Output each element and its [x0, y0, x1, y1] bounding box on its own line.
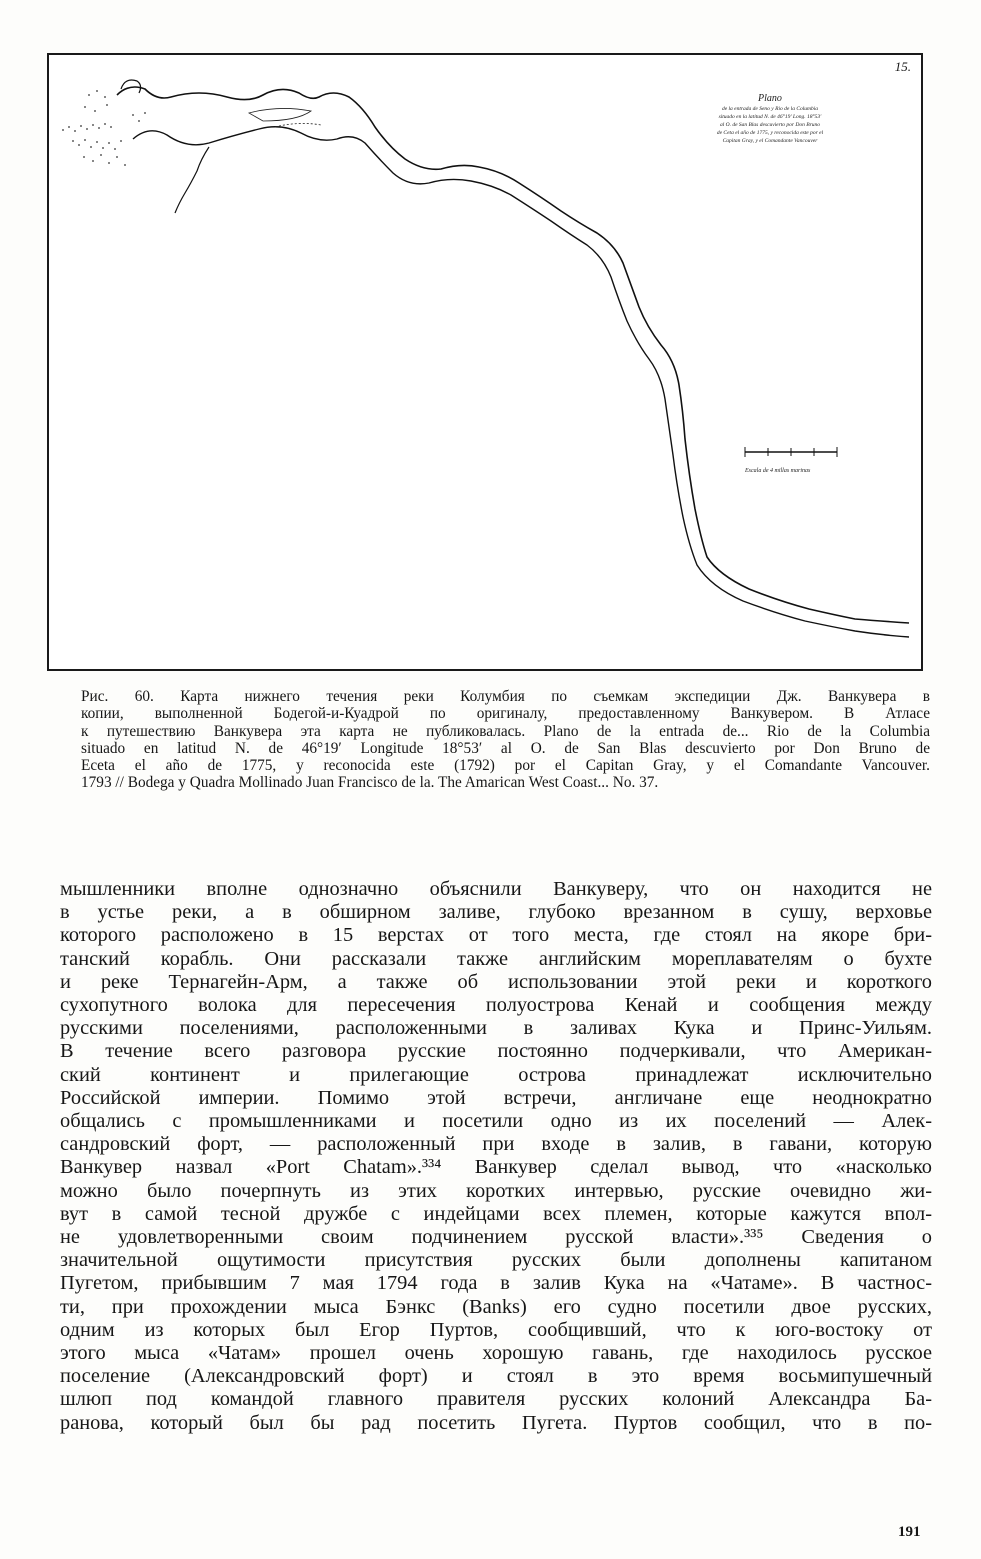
body-line: вут в самой тесной дружбе с индейцами всех племен, которые кажутся впол- [60, 1202, 932, 1225]
body-line: и реке Тернагейн-Арм, а также об использовании этой реки и короткого [60, 970, 932, 993]
body-line: этого мыса «Чатам» прошел очень хорошую гавань, где находилось русское [60, 1342, 932, 1365]
columbia-river-map [49, 55, 921, 669]
tributary [175, 147, 209, 213]
body-line: ранова, который был бы рад посетить Пугета. Пуртов сообщил, что в по- [60, 1411, 932, 1434]
body-line: русскими поселениями, расположенными в заливах Кука и Принс-Уильям. [60, 1017, 932, 1040]
body-line: общались с промышленниками и посетили одно из их поселений — Алек- [60, 1110, 932, 1133]
map-title-line: de la entrada de Seno y Rio de la Columbia [721, 106, 819, 112]
body-line: Российской империи. Помимо этой встречи, англичане еще неоднократно [60, 1086, 932, 1109]
body-line: которого расположено в 15 верстах от того места, где стоял на якоре бри- [60, 924, 932, 947]
figure-caption [81, 688, 930, 792]
body-line: шлюп под командой главного правителя русских колоний Александра Ба- [60, 1388, 932, 1411]
body-line: танский корабль. Они рассказали также английским мореплавателям о бухте [60, 947, 932, 970]
map-figure [47, 53, 923, 671]
body-line: можно было почерпнуть из этих коротких интервью, русские очевидно жи- [60, 1179, 932, 1202]
caption-line: Рис. 60. Карта нижнего течения реки Колумбия по съемкам экспедиции Дж. Ванкувера в [81, 688, 930, 705]
map-title-cartouche [695, 95, 845, 145]
map-title-heading: Plano [758, 93, 782, 104]
body-line: одним из которых был Егор Пуртов, сообщивший, что к юго-востоку от [60, 1318, 932, 1341]
scale-label: Escala de 4 millas marinas [745, 468, 811, 474]
body-line: сухопутного волока для пересечения полуострова Кенай и сообщения между [60, 994, 932, 1017]
map-title-line: Capitan Gray, y el Comandante Vancouver [722, 138, 818, 144]
body-line: сандровский форт, — расположенный при входе в залив, в гавани, которую [60, 1133, 932, 1156]
body-line: ти, при прохождении мыса Бэнкс (Banks) его судно посетили двое русских, [60, 1295, 932, 1318]
body-line: не удовлетворенными своим подчинением русской власти».³³⁵ Сведения о [60, 1226, 932, 1249]
north-shoreline [117, 87, 909, 623]
caption-line: Eceta el año de 1775, y reconocida este (1792) por el Capitan Gray, y el Comandante Vancouver. [81, 757, 930, 775]
body-line: в устье реки, а в обширном заливе, глубоко врезанном в сушу, верховье [60, 901, 932, 924]
body-line: мышленники вполне однозначно объяснили Ванкуверу, что он находится не [60, 878, 932, 900]
caption-line: situado en latitud N. de 46°19′ Longitude 18°53′ al O. de San Blas descuvierto por Don Bruno de [81, 739, 930, 757]
page-number: 191 [898, 1524, 921, 1540]
body-line: Ванкувер назвал «Port Chatam».³³⁴ Ванкувер сделал вывод, что «насколько [60, 1156, 932, 1179]
caption-line: 1793 // Bodega y Quadra Mollinado Juan Francisco de la. The Amarican West Coast... No. 37. [81, 774, 659, 792]
map-title-line: situado en la latitud N. de 46°19′ Long. 18°53′ [718, 114, 822, 120]
body-line: В течение всего разговора русские постоянно подчеркивали, что Американ- [60, 1040, 932, 1063]
scale-bar [745, 447, 837, 457]
body-line: Пугетом, прибывшим 7 мая 1794 года в залив Кука на «Чатаме». В частнос- [60, 1272, 932, 1295]
body-line: значительной ощутимости присутствия русских были дополнены капитаном [60, 1249, 932, 1272]
map-title-line: al O. de San Blas descuvierto por Don Bruno [719, 122, 821, 128]
body-line: поселение (Александровский форт) и стоял в это время восьмипушечный [60, 1365, 932, 1388]
body-line: ский континент и прилегающие острова принадлежат исключительно [60, 1063, 932, 1086]
caption-line: к путешествию Ванкувера эта карта не публиковалась. Plano de la entrada de... Rio de la Columbia [81, 722, 930, 740]
map-number: 15. [894, 59, 911, 74]
map-title-line: de Ceta el año de 1775, y reconocida este por el [716, 130, 824, 136]
south-shoreline [133, 127, 909, 637]
soundings [62, 90, 146, 166]
caption-line: копии, выполненной Бодегой-и-Куадрой по оригиналу, предоставленному Ванкувером. В Атласе [81, 705, 930, 723]
body-paragraph [60, 878, 932, 1435]
